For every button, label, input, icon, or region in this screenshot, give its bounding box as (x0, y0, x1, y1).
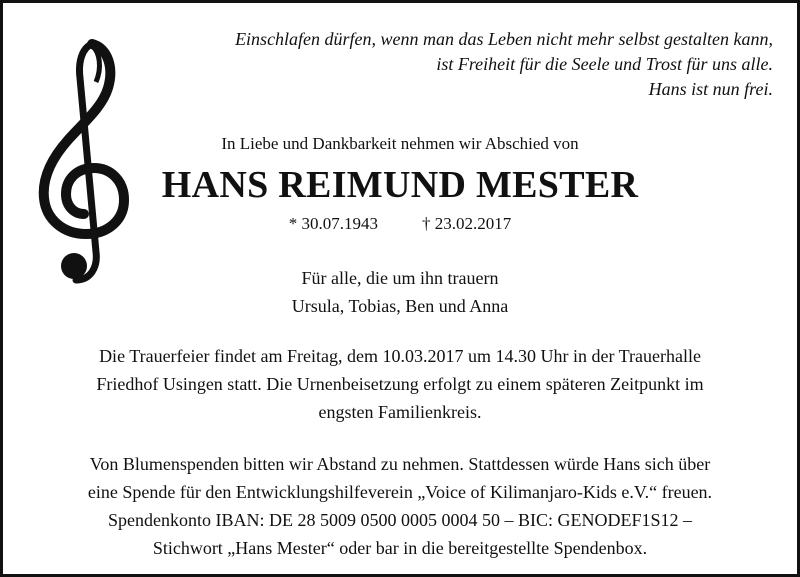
donation-line: Spendenkonto IBAN: DE 28 5009 0500 0005 0004 50 – BIC: GENODEF1S12 – (108, 510, 692, 530)
donation-line: Von Blumenspenden bitten wir Abstand zu nehmen. Stattdessen würde Hans sich über (89, 454, 711, 474)
birth-date: * 30.07.1943 (288, 214, 378, 233)
mourners-line: Für alle, die um ihn trauern (301, 268, 499, 288)
funeral-line: engsten Familienkreis. (318, 402, 482, 422)
mourners-line: Ursula, Tobias, Ben und Anna (291, 296, 509, 316)
life-dates (140, 214, 660, 234)
quote-line: Hans ist nun frei. (648, 79, 773, 99)
funeral-line: Friedhof Usingen statt. Die Urnenbeisetzung erfolgt zu einem späteren Zeitpunkt im (96, 374, 704, 394)
mourners-block (140, 264, 660, 320)
quote-line: Einschlafen dürfen, wenn man das Leben nicht mehr selbst gestalten kann, (235, 29, 773, 49)
donation-info (0, 450, 800, 562)
funeral-info (0, 342, 800, 426)
intro-text: In Liebe und Dankbarkeit nehmen wir Abschied von (221, 134, 579, 153)
treble-clef-icon (30, 38, 140, 286)
funeral-line: Die Trauerfeier findet am Freitag, dem 10.03.2017 um 14.30 Uhr in der Trauerhalle (99, 346, 701, 366)
death-date: † 23.02.2017 (422, 214, 512, 233)
deceased-name: HANS REIMUND MESTER (161, 164, 639, 206)
donation-line: eine Spende für den Entwicklungshilfeverein „Voice of Kilimanjaro-Kids e.V.“ freuen. (87, 482, 713, 502)
quote-line: ist Freiheit für die Seele und Trost für uns alle. (436, 54, 773, 74)
donation-line: Stichwort „Hans Mester“ oder bar in die bereitgestellte Spendenbox. (152, 538, 648, 558)
quote-block (235, 27, 773, 102)
